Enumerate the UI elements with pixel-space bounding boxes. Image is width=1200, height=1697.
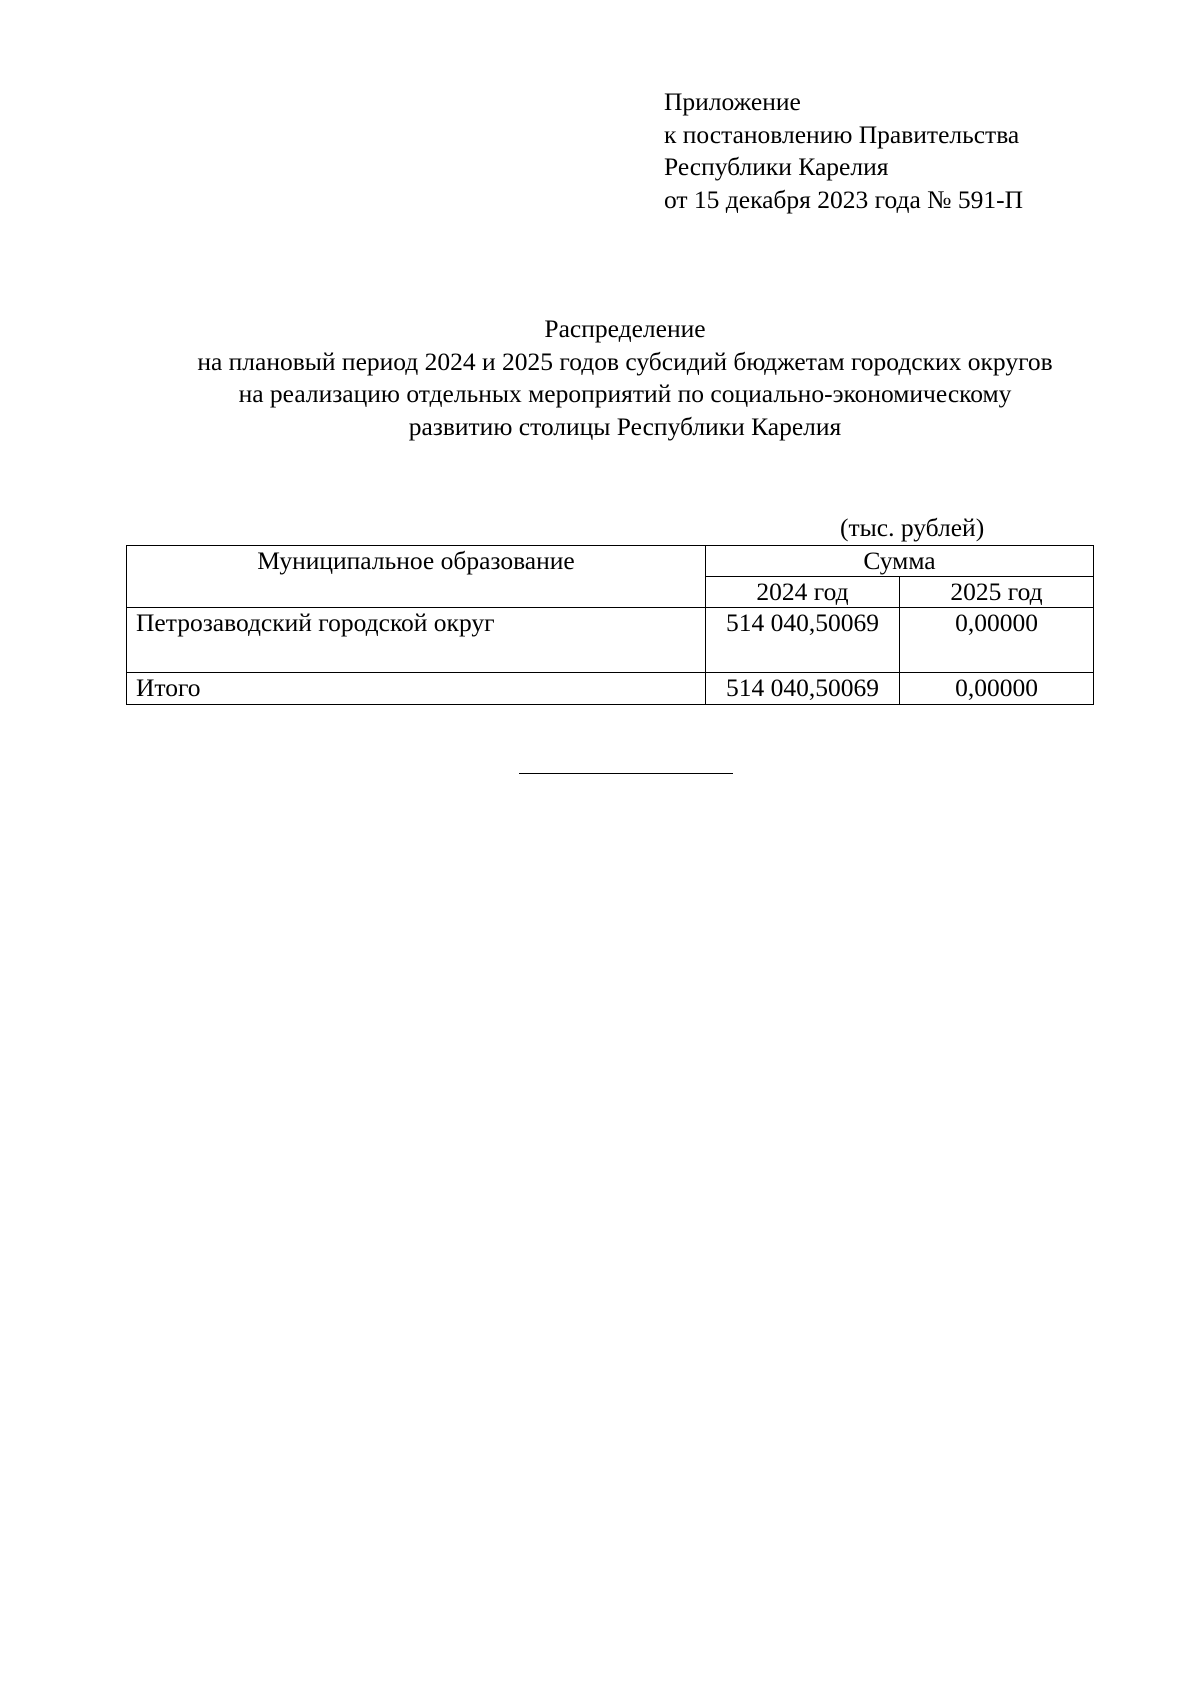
units-label: (тыс. рублей) [840,513,985,542]
header-year-2024: 2024 год [706,577,900,608]
attachment-note [664,86,1023,216]
total-label: Итого [127,673,706,705]
header-year-2025: 2025 год [900,577,1094,608]
header-sum: Сумма [706,546,1094,577]
title-line: на реализацию отдельных мероприятий по социально-экономическому [238,379,1012,408]
total-value-2024: 514 040,50069 [706,673,900,705]
total-value-2025: 0,00000 [900,673,1094,705]
document-title [0,313,1200,443]
row-municipality-name: Петрозаводский городской округ [127,608,706,673]
header-municipality: Муниципальное образование [127,546,706,608]
row-value-2025: 0,00000 [900,608,1094,673]
title-line: развитию столицы Республики Карелия [408,411,842,441]
end-divider [519,773,733,774]
table-header-row [127,546,1094,577]
row-value-2024: 514 040,50069 [706,608,900,673]
table-total-row [127,673,1094,705]
attachment-line: Приложение [664,87,801,116]
attachment-line: Республики Карелия [664,152,889,181]
table-row [127,608,1094,673]
distribution-table [126,545,1094,705]
title-line: Распределение [544,314,706,343]
attachment-line: от 15 декабря 2023 года № 591-П [664,184,1023,214]
title-line: на плановый период 2024 и 2025 годов субсидий бюджетам городских округов [197,346,1053,376]
attachment-line: к постановлению Правительства [664,119,1020,149]
